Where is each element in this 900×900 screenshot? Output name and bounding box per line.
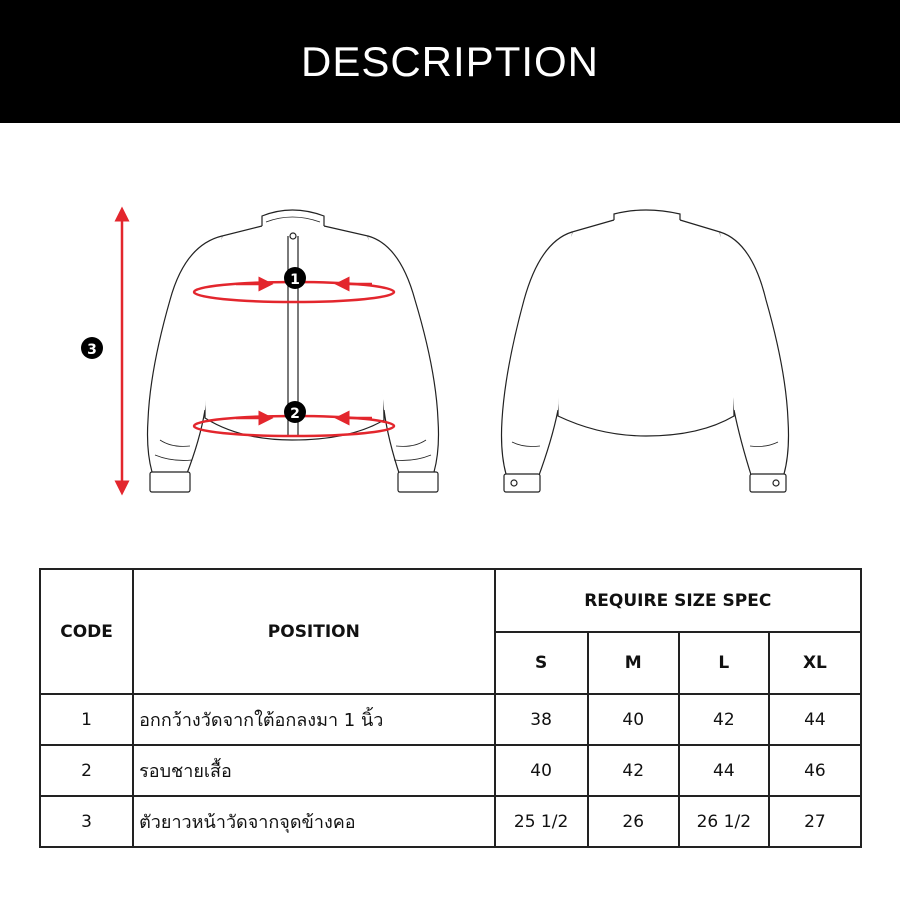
table-row <box>40 745 861 796</box>
position-column-header: POSITION <box>133 569 494 694</box>
table-row <box>40 694 861 745</box>
front-view-drawing <box>148 210 439 492</box>
row-value-s: 25 1/2 <box>495 796 588 847</box>
size-header-xl: XL <box>769 632 861 694</box>
row-position: อกกว้างวัดจากใต้อกลงมา 1 นิ้ว <box>133 694 494 745</box>
code-column-header: CODE <box>40 569 133 694</box>
row-position: ตัวยาวหน้าวัดจากจุดข้างคอ <box>133 796 494 847</box>
row-value-m: 40 <box>588 694 679 745</box>
size-header-s: S <box>495 632 588 694</box>
row-value-s: 40 <box>495 745 588 796</box>
row-value-m: 42 <box>588 745 679 796</box>
size-header-l: L <box>679 632 769 694</box>
callout-number-1: 1 <box>290 272 300 288</box>
row-value-s: 38 <box>495 694 588 745</box>
size-spec-header: REQUIRE SIZE SPEC <box>495 569 861 632</box>
page-title: DESCRIPTION <box>300 37 600 85</box>
row-value-xl: 27 <box>769 796 861 847</box>
row-value-l: 26 1/2 <box>679 796 769 847</box>
callout-number-2: 2 <box>290 406 300 422</box>
row-value-m: 26 <box>588 796 679 847</box>
back-view-drawing <box>502 210 789 492</box>
row-value-l: 42 <box>679 694 769 745</box>
row-value-l: 44 <box>679 745 769 796</box>
garment-illustration <box>0 185 900 515</box>
size-header-m: M <box>588 632 679 694</box>
row-position: รอบชายเสื้อ <box>133 745 494 796</box>
row-code: 3 <box>40 796 133 847</box>
header-banner <box>0 0 900 123</box>
row-value-xl: 46 <box>769 745 861 796</box>
row-value-xl: 44 <box>769 694 861 745</box>
size-spec-table <box>39 568 862 848</box>
callout-number-3: 3 <box>87 342 97 358</box>
table-row <box>40 796 861 847</box>
row-code: 1 <box>40 694 133 745</box>
row-code: 2 <box>40 745 133 796</box>
